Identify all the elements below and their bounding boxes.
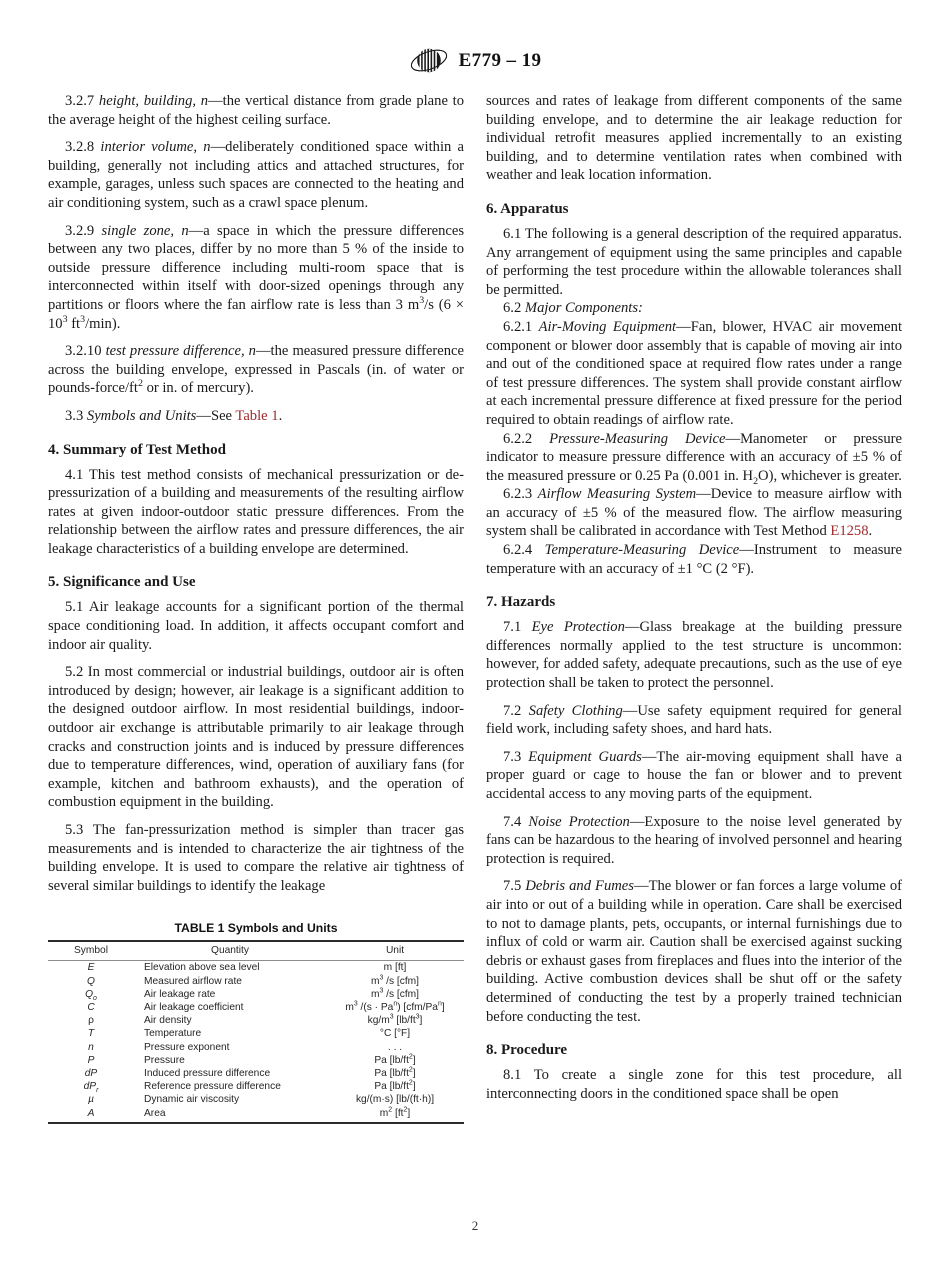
paragraph-body: —Use safety equipment required for general field work, including safety shoes, and hard hats. bbox=[486, 702, 902, 738]
column-header-symbol: Symbol bbox=[48, 941, 134, 961]
cell-symbol: $Q_o$ bbox=[85, 988, 97, 1002]
table-row bbox=[48, 1080, 464, 1093]
cell-unit: kg/(m·s) [lb/(ft·h)] bbox=[355, 1094, 435, 1106]
paragraph-number: 6.2.4 bbox=[503, 542, 533, 559]
paragraph-number: 3.3 bbox=[65, 407, 84, 424]
right-column bbox=[486, 92, 902, 1124]
paragraph-number: 3.2.9 bbox=[65, 222, 95, 239]
paragraph-6-2 bbox=[486, 299, 902, 318]
cell-unit: $m^3$ $/(s \cdot Pa^n)$ [cfm/Pa$^n$] bbox=[345, 1000, 445, 1014]
paragraph-3-2-8 bbox=[48, 138, 464, 212]
e1258-link[interactable]: E1258 bbox=[830, 523, 869, 540]
cell-quantity: Measured airflow rate bbox=[144, 975, 242, 987]
paragraph-8-1: 8.1 To create a single zone for this test procedure, all interconnecting doors in the conditioned space shall be open bbox=[486, 1067, 902, 1102]
page-header bbox=[0, 44, 950, 77]
cell-unit: $m^2$ $[ft^2]$ bbox=[379, 1106, 411, 1119]
cell-symbol: ρ bbox=[88, 1015, 94, 1027]
table-row bbox=[48, 961, 464, 975]
table-header bbox=[48, 941, 464, 961]
cell-unit: Pa $[lb/ft^2]$ bbox=[374, 1066, 416, 1079]
paragraph-6-2-1 bbox=[486, 318, 902, 430]
cell-symbol: A bbox=[87, 1107, 95, 1119]
cell-quantity: Elevation above sea level bbox=[144, 962, 260, 974]
paragraph-3-2-10 bbox=[48, 342, 464, 398]
paragraph-7-3 bbox=[486, 748, 902, 804]
defined-term: Temperature-Measuring Device bbox=[544, 542, 740, 559]
paragraph-number: 6.2.2 bbox=[503, 430, 533, 447]
paragraph-body: —Instrument to measure temperature with an accuracy of ±1 °C (2 °F). bbox=[486, 542, 903, 577]
defined-term: Debris and Fumes bbox=[525, 878, 634, 895]
paragraph-number: 7.1 bbox=[503, 619, 522, 636]
paragraph-continuation: sources and rates of leakage from different components of the same building envelope, and to determine the air leakage reduction for individual retrofit measures applied incrementally to an existing building, and to determine ventilation rates when combined with weather and leak location information. bbox=[486, 93, 902, 184]
paragraph-number: 3.2.7 bbox=[65, 93, 95, 109]
defined-term: Safety Clothing bbox=[528, 702, 623, 719]
cell-quantity: Pressure exponent bbox=[144, 1041, 230, 1053]
paragraph-6-2-3 bbox=[486, 485, 902, 541]
table-1-link[interactable]: Table 1 bbox=[235, 407, 279, 424]
cell-unit: m [ft] bbox=[383, 962, 407, 974]
paragraph-body: —Fan, blower, HVAC air movement component or blower door assembly that is capable of moving air into and out of the conditioned space at required flow rates under a range of test pressure differences. The system shall provide constant airflow at each incremental pressure difference at fixed pressure for the period required to obtain readings of airflow rate. bbox=[486, 318, 903, 428]
defined-term: Airflow Measuring System bbox=[537, 486, 697, 503]
paragraph-body: —a space in which the pressure differences between any two places, differ by no more than 5 % of the inside to outside pressure difference including multi-room space that is interconnected within itself with door-sized openings through any partitions or floors where the fan airflow rate is less than 3 $m^3/s$ ($6 \times 10^3$ $ft^3/\min$). bbox=[48, 222, 465, 332]
cell-quantity: Air density bbox=[144, 1015, 192, 1027]
symbols-and-units-table bbox=[48, 940, 464, 1123]
defined-term: single zone, n bbox=[101, 222, 189, 239]
paragraph-body: —deliberately conditioned space within a building, generally not including attics and attached structures, for example, garages, unless such spaces are connected to the heating and air conditioning system, such as a crawl space plenum. bbox=[48, 139, 465, 211]
table-row bbox=[48, 1027, 464, 1040]
defined-term: Noise Protection bbox=[528, 813, 630, 830]
cell-unit: $m^3$ /s [cfm] bbox=[370, 974, 419, 987]
heading-section-7: 7. Hazards bbox=[486, 594, 556, 611]
paragraph-body: —the measured pressure difference across the building envelope, expressed in Pascals (in. of water or pounds-$force/ft^2$ or in. of mercury). bbox=[48, 343, 464, 397]
cell-symbol: T bbox=[87, 1028, 95, 1040]
cell-quantity: Air leakage coefficient bbox=[144, 1002, 244, 1014]
paragraph-7-5 bbox=[486, 877, 902, 1026]
table-header-row bbox=[48, 941, 464, 961]
defined-term: Symbols and Units bbox=[86, 407, 197, 424]
table-row bbox=[48, 1041, 464, 1054]
table-row bbox=[48, 1067, 464, 1080]
paragraph-4-1: 4.1 This test method consists of mechanical pressurization or de-pressurization of a building and measurements of the resulting airflow rates at given indoor-outdoor static pressure differences. From the relationship between the airflow rates and pressure differences, the air leakage characteristics of a building envelope are determined. bbox=[48, 466, 464, 557]
cell-symbol: n bbox=[88, 1041, 94, 1053]
column-header-quantity: Quantity bbox=[134, 941, 326, 961]
cell-symbol: C bbox=[87, 1002, 95, 1014]
cell-quantity: Induced pressure difference bbox=[144, 1067, 271, 1079]
defined-term: interior volume, n bbox=[100, 139, 211, 156]
paragraph-number: 7.4 bbox=[503, 813, 522, 830]
heading-section-4: 4. Summary of Test Method bbox=[48, 441, 226, 458]
cell-symbol: P bbox=[87, 1054, 95, 1066]
paragraph-body: —Manometer or pressure indicator to measure pressure difference with an accuracy of ±5 % of the measured pressure or 0.25 Pa (0.001 in. $H_2O$), whichever is greater. bbox=[486, 430, 902, 487]
paragraph-7-1 bbox=[486, 618, 902, 692]
document-body bbox=[48, 92, 902, 1124]
paragraph-number: 6.2.3 bbox=[503, 486, 533, 503]
paragraph-3-2-9 bbox=[48, 222, 464, 334]
paragraph-7-2 bbox=[486, 702, 902, 739]
paragraph-body: —Exposure to the noise level generated by fans can be hazardous to the hearing of involved personnel and hearing protection is required. bbox=[486, 813, 902, 867]
paragraph-number: 7.2 bbox=[503, 702, 522, 719]
astm-logo-icon bbox=[409, 44, 449, 77]
table-row bbox=[48, 1106, 464, 1122]
cell-quantity: Reference pressure difference bbox=[144, 1081, 281, 1093]
paragraph-body: —The blower or fan forces a large volume of air into or out of a building while in operation. Care shall be exercised to not to damage plants, pets, occupants, or internal furnishings due to influx of cold or warm air. Caution shall be exercised against sucking debris or exhaust gases from fireplaces and flues into the interior of the building. Active combustion devices shall be shut off or the safety determined of conducting the test by a properly trained technician before conducting the test. bbox=[486, 878, 902, 1025]
paragraph-3-2-7 bbox=[48, 92, 464, 129]
cell-unit: $m^3$ /s [cfm] bbox=[370, 987, 419, 1000]
paragraph-6-2-2 bbox=[486, 430, 902, 486]
table-row bbox=[48, 1014, 464, 1027]
cell-symbol: dP bbox=[84, 1067, 98, 1079]
paragraph-5-3: 5.3 The fan-pressurization method is simpler than tracer gas measurements and is intended to characterize the air tightness of the building envelope. It is used to compare the relative air tightness of several similar buildings to identify the leakage bbox=[48, 822, 464, 894]
paragraph-7-4 bbox=[486, 813, 902, 869]
defined-term: Air-Moving Equipment bbox=[538, 318, 677, 335]
cell-symbol: E bbox=[87, 962, 95, 974]
table-row bbox=[48, 1093, 464, 1106]
paragraph-5-1: 5.1 Air leakage accounts for a significant portion of the thermal space conditioning load. In addition, it affects occupant comfort and indoor air quality. bbox=[48, 599, 464, 653]
paragraph-number: 6.2 bbox=[503, 300, 522, 317]
paragraph-6-1: 6.1 The following is a general description of the required apparatus. Any arrangement of equipment using the same principles and capable of performing the test procedure within the allowable tolerances shall be permitted. bbox=[486, 225, 902, 298]
cell-quantity: Air leakage rate bbox=[144, 988, 216, 1000]
cell-unit: Pa $[lb/ft^2]$ bbox=[374, 1053, 416, 1066]
paragraph-number: 3.2.10 bbox=[65, 343, 102, 360]
defined-term: Eye Protection bbox=[531, 619, 625, 636]
defined-term: Major Components: bbox=[524, 300, 643, 317]
cell-quantity: Dynamic air viscosity bbox=[144, 1094, 240, 1106]
table-row bbox=[48, 988, 464, 1001]
left-column bbox=[48, 92, 464, 1124]
heading-section-6: 6. Apparatus bbox=[486, 200, 569, 217]
page-number: 2 bbox=[471, 1218, 479, 1233]
heading-section-8: 8. Procedure bbox=[486, 1042, 568, 1059]
cell-symbol: Q bbox=[87, 975, 95, 987]
defined-term: Equipment Guards bbox=[528, 748, 642, 765]
paragraph-body: —Glass breakage at the building pressure differences normally applied to the test structure is uncommon: however, for added safety, adequate precautions, such as the use of eye protection shall be taken to protect the personnel. bbox=[486, 619, 902, 692]
table-body bbox=[48, 961, 464, 1123]
paragraph-number: 6.2.1 bbox=[503, 318, 533, 335]
paragraph-number: 3.2.8 bbox=[65, 139, 95, 156]
table-row bbox=[48, 1001, 464, 1014]
table-row bbox=[48, 975, 464, 988]
paragraph-3-3: 3.3 Symbols and Units—See Table 1. bbox=[65, 407, 283, 424]
cell-unit: Pa $[lb/ft^2]$ bbox=[374, 1079, 416, 1093]
cell-unit: $kg/m^3$ $[lb/ft^3]$ bbox=[367, 1013, 423, 1027]
table-1-block bbox=[48, 921, 464, 1123]
cell-symbol: µ bbox=[88, 1094, 94, 1106]
table-caption: TABLE 1 Symbols and Units bbox=[174, 921, 338, 936]
standard-designation: E779 – 19 bbox=[458, 49, 542, 71]
cell-unit: . . . bbox=[387, 1041, 403, 1053]
paragraph-5-2: 5.2 In most commercial or industrial buildings, outdoor air is often introduced by design; however, air leakage is a significant addition to the designed outdoor airflow. In most residential buildings, indoor-outdoor air exchange is attributable primarily to air leakage through cracks and construction joints and is induced by pressure differences due to temperature differences, wind, operation of auxiliary fans (for example, kitchen and bathroom exhausts), and the operation of combustion equipment in the building. bbox=[48, 664, 464, 811]
paragraph-body: —Device to measure airflow with an accuracy of ±5 % of the measured flow. The airflow measuring system shall be calibrated in accordance with Test Method E1258. bbox=[486, 486, 902, 540]
cell-unit: °C [°F] bbox=[379, 1028, 411, 1040]
paragraph-number: 7.3 bbox=[503, 748, 522, 765]
defined-term: Pressure-Measuring Device bbox=[549, 430, 726, 447]
cell-quantity: Temperature bbox=[144, 1028, 202, 1040]
table-row bbox=[48, 1054, 464, 1067]
defined-term: test pressure difference, n bbox=[105, 343, 256, 360]
paragraph-6-2-4 bbox=[486, 541, 902, 578]
cell-quantity: Area bbox=[144, 1107, 166, 1119]
column-header-unit: Unit bbox=[326, 941, 464, 961]
cell-quantity: Pressure bbox=[144, 1054, 185, 1066]
paragraph-body: —the vertical distance from grade plane to the average height of the highest ceiling surface. bbox=[48, 93, 464, 128]
paragraph-body: —The air-moving equipment shall have a proper guard or cage to house the fan or blower and to prevent accidental access to any moving parts of the equipment. bbox=[486, 748, 903, 802]
paragraph-number: 7.5 bbox=[503, 878, 522, 895]
heading-section-5: 5. Significance and Use bbox=[48, 574, 196, 591]
defined-term: height, building, n bbox=[98, 93, 209, 109]
cell-symbol: $dP_r$ bbox=[83, 1081, 99, 1095]
